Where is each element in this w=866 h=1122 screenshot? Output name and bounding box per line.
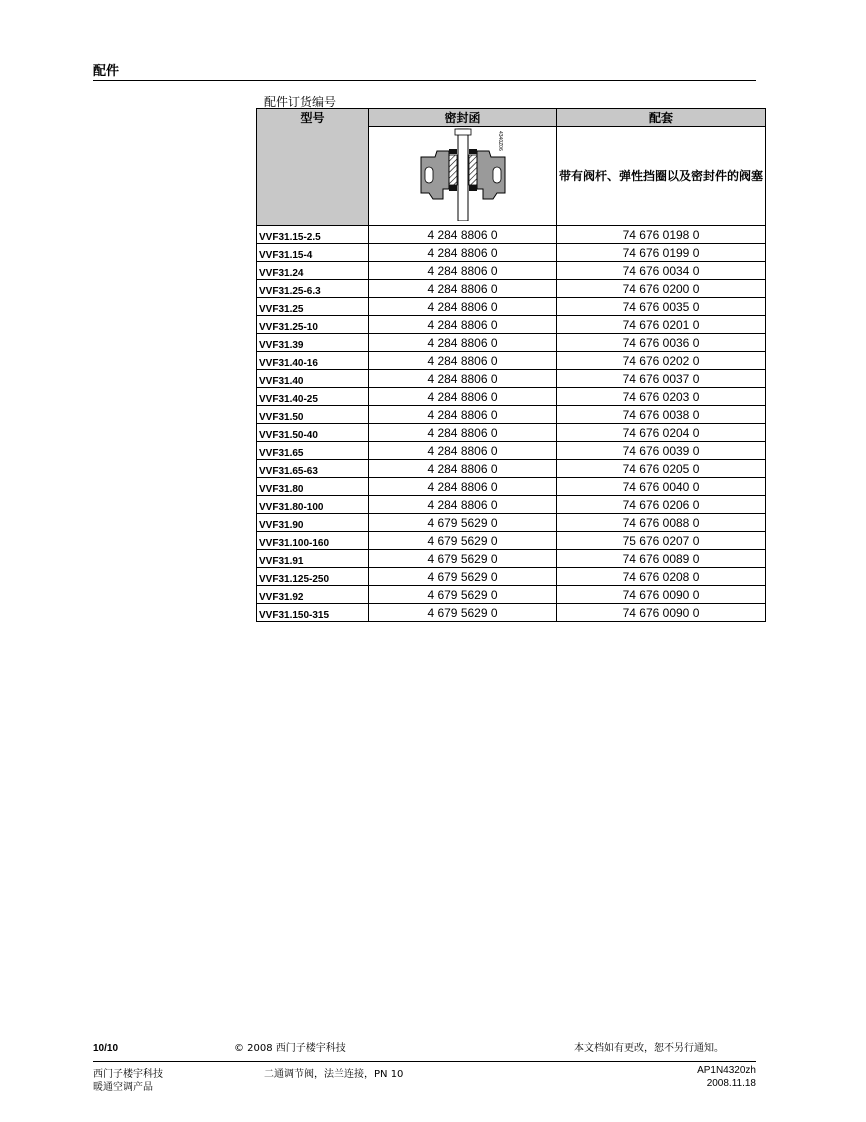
model-cell: VVF31.15-4 xyxy=(257,244,369,262)
seal-part-cell: 4 284 8806 0 xyxy=(369,496,557,514)
model-cell: VVF31.40-16 xyxy=(257,352,369,370)
seal-part-cell: 4 284 8806 0 xyxy=(369,424,557,442)
kit-part-cell: 74 676 0038 0 xyxy=(557,406,766,424)
model-cell: VVF31.25 xyxy=(257,298,369,316)
model-cell: VVF31.39 xyxy=(257,334,369,352)
seal-image-code: 4340Z06 xyxy=(496,131,503,151)
table-row xyxy=(257,568,766,586)
seal-part-cell: 4 284 8806 0 xyxy=(369,316,557,334)
kit-part-cell: 74 676 0199 0 xyxy=(557,244,766,262)
model-cell: VVF31.125-250 xyxy=(257,568,369,586)
table-row xyxy=(257,262,766,280)
document-id: AP1N4320zh xyxy=(697,1065,756,1076)
seal-part-cell: 4 284 8806 0 xyxy=(369,244,557,262)
model-cell: VVF31.100-160 xyxy=(257,532,369,550)
page-number: 10/10 xyxy=(93,1043,119,1054)
table-row xyxy=(257,244,766,262)
kit-part-cell: 74 676 0039 0 xyxy=(557,442,766,460)
model-cell: VVF31.90 xyxy=(257,514,369,532)
seal-image-cell xyxy=(369,127,557,226)
kit-part-cell: 74 676 0208 0 xyxy=(557,568,766,586)
kit-part-cell: 74 676 0036 0 xyxy=(557,334,766,352)
copyright: © 2008 西门子楼宇科技 xyxy=(234,1043,346,1054)
model-cell: VVF31.80-100 xyxy=(257,496,369,514)
table-row xyxy=(257,424,766,442)
model-cell: VVF31.25-10 xyxy=(257,316,369,334)
model-cell: VVF31.50-40 xyxy=(257,424,369,442)
table-row xyxy=(257,370,766,388)
model-cell: VVF31.91 xyxy=(257,550,369,568)
kit-part-cell: 74 676 0090 0 xyxy=(557,604,766,622)
seal-part-cell: 4 679 5629 0 xyxy=(369,514,557,532)
table-row xyxy=(257,388,766,406)
model-cell: VVF31.80 xyxy=(257,478,369,496)
kit-part-cell: 74 676 0205 0 xyxy=(557,460,766,478)
table-row xyxy=(257,334,766,352)
header-model: 型号 xyxy=(257,109,369,226)
seal-part-cell: 4 284 8806 0 xyxy=(369,370,557,388)
header-kit: 配套 xyxy=(557,109,766,127)
model-cell: VVF31.40-25 xyxy=(257,388,369,406)
seal-part-cell: 4 284 8806 0 xyxy=(369,442,557,460)
kit-part-cell: 74 676 0202 0 xyxy=(557,352,766,370)
footer-rule xyxy=(93,1061,756,1062)
model-cell: VVF31.40 xyxy=(257,370,369,388)
table-row xyxy=(257,550,766,568)
model-cell: VVF31.92 xyxy=(257,586,369,604)
seal-part-cell: 4 284 8806 0 xyxy=(369,388,557,406)
table-row xyxy=(257,586,766,604)
model-cell: VVF31.150-315 xyxy=(257,604,369,622)
division-name: 暖通空调产品 xyxy=(93,1082,153,1093)
document-date: 2008.11.18 xyxy=(706,1078,756,1089)
seal-part-cell: 4 679 5629 0 xyxy=(369,532,557,550)
seal-part-cell: 4 284 8806 0 xyxy=(369,478,557,496)
change-notice: 本文档如有更改，恕不另行通知。 xyxy=(574,1043,724,1054)
seal-part-cell: 4 284 8806 0 xyxy=(369,280,557,298)
kit-description: 带有阀杆、弹性挡圈以及密封件的阀塞 xyxy=(557,127,766,226)
kit-part-cell: 74 676 0037 0 xyxy=(557,370,766,388)
section-title: 配件 xyxy=(93,64,120,79)
seal-part-cell: 4 679 5629 0 xyxy=(369,604,557,622)
table-row xyxy=(257,316,766,334)
kit-part-cell: 74 676 0089 0 xyxy=(557,550,766,568)
parts-table xyxy=(256,108,766,622)
seal-part-cell: 4 284 8806 0 xyxy=(369,460,557,478)
seal-part-cell: 4 679 5629 0 xyxy=(369,568,557,586)
seal-part-cell: 4 284 8806 0 xyxy=(369,226,557,244)
kit-part-cell: 74 676 0201 0 xyxy=(557,316,766,334)
kit-part-cell: 74 676 0035 0 xyxy=(557,298,766,316)
kit-part-cell: 74 676 0198 0 xyxy=(557,226,766,244)
model-cell: VVF31.15-2.5 xyxy=(257,226,369,244)
model-cell: VVF31.24 xyxy=(257,262,369,280)
table-row xyxy=(257,514,766,532)
seal-part-cell: 4 284 8806 0 xyxy=(369,406,557,424)
product-name: 二通调节阀，法兰连接，PN 10 xyxy=(264,1069,404,1080)
kit-part-cell: 74 676 0203 0 xyxy=(557,388,766,406)
model-cell: VVF31.65 xyxy=(257,442,369,460)
company-name: 西门子楼宇科技 xyxy=(93,1069,163,1080)
seal-part-cell: 4 284 8806 0 xyxy=(369,352,557,370)
model-cell: VVF31.50 xyxy=(257,406,369,424)
kit-part-cell: 74 676 0040 0 xyxy=(557,478,766,496)
seal-part-cell: 4 284 8806 0 xyxy=(369,262,557,280)
seal-part-cell: 4 679 5629 0 xyxy=(369,586,557,604)
kit-part-cell: 74 676 0200 0 xyxy=(557,280,766,298)
table-row xyxy=(257,478,766,496)
header-seal: 密封函 xyxy=(369,109,557,127)
table-row xyxy=(257,496,766,514)
table-row xyxy=(257,532,766,550)
table-row xyxy=(257,442,766,460)
seal-part-cell: 4 679 5629 0 xyxy=(369,550,557,568)
header-rule xyxy=(93,80,756,81)
model-cell: VVF31.65-63 xyxy=(257,460,369,478)
table-row xyxy=(257,604,766,622)
kit-part-cell: 74 676 0090 0 xyxy=(557,586,766,604)
model-cell: VVF31.25-6.3 xyxy=(257,280,369,298)
kit-part-cell: 74 676 0034 0 xyxy=(557,262,766,280)
table-row xyxy=(257,460,766,478)
seal-part-cell: 4 284 8806 0 xyxy=(369,334,557,352)
seal-part-cell: 4 284 8806 0 xyxy=(369,298,557,316)
kit-part-cell: 74 676 0088 0 xyxy=(557,514,766,532)
kit-part-cell: 74 676 0204 0 xyxy=(557,424,766,442)
table-caption: 配件订货编号 xyxy=(264,95,337,109)
kit-part-cell: 75 676 0207 0 xyxy=(557,532,766,550)
table-row xyxy=(257,226,766,244)
kit-part-cell: 74 676 0206 0 xyxy=(557,496,766,514)
table-row xyxy=(257,298,766,316)
seal-gland-illustration xyxy=(415,127,511,221)
table-row xyxy=(257,352,766,370)
table-row xyxy=(257,280,766,298)
table-row xyxy=(257,406,766,424)
